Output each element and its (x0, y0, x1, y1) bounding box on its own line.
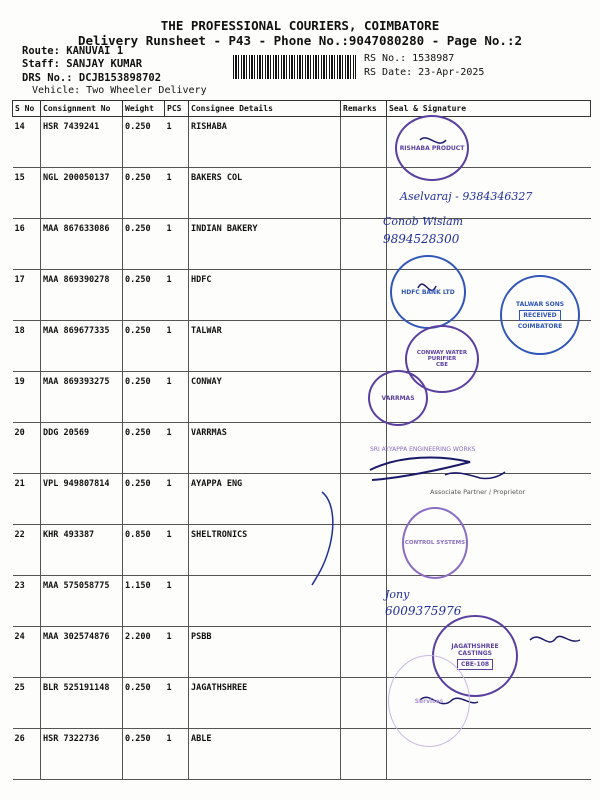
row-consignment: MAA 867633086 (41, 219, 123, 270)
row-consignee: INDIAN BAKERY (189, 219, 341, 270)
ayappa-stamp-text: SRI AYYAPPA ENGINEERING WORKS (370, 446, 476, 453)
hdfc-stamp (390, 255, 466, 329)
row-weight: 0.250 (123, 474, 165, 525)
rishaba-stamp (395, 115, 469, 181)
row-sno: 22 (13, 525, 41, 576)
row-consignment: MAA 869393275 (41, 372, 123, 423)
col-sno: S No (13, 101, 41, 117)
row-consignment: MAA 869677335 (41, 321, 123, 372)
row-consignment: KHR 493387 (41, 525, 123, 576)
row-weight: 1.150 (123, 576, 165, 627)
row-consignee: PSBB (189, 627, 341, 678)
row-consignment: MAA 575058775 (41, 576, 123, 627)
row-consignee: AYAPPA ENG (189, 474, 341, 525)
row-consignee: VARRMAS (189, 423, 341, 474)
row-consignment: HSR 7439241 (41, 117, 123, 168)
row-pcs: 1 (165, 168, 189, 219)
handwriting-row16b: 9894528300 (383, 232, 460, 246)
row-weight: 0.250 (123, 321, 165, 372)
conway-cbe-text: CBE (436, 362, 448, 368)
row-weight: 0.850 (123, 525, 165, 576)
row-weight: 0.250 (123, 117, 165, 168)
rs-no-label: RS No.: 1538987 (364, 53, 455, 64)
row-pcs: 1 (165, 372, 189, 423)
staff-label: Staff: SANJAY KUMAR (22, 58, 143, 70)
row-consignee: JAGATHSHREE (189, 678, 341, 729)
col-signature: Seal & Signature (387, 101, 591, 117)
row-pcs: 1 (165, 474, 189, 525)
row-sno: 26 (13, 729, 41, 780)
row-sno: 18 (13, 321, 41, 372)
row-consignee: RISHABA (189, 117, 341, 168)
handwriting-row15: Aselvaraj - 9384346327 (400, 190, 533, 203)
route-label: Route: KANUVAI 1 (22, 45, 124, 57)
able-stamp-text: Services (414, 697, 444, 705)
row-pcs: 1 (165, 270, 189, 321)
row-consignment: VPL 949807814 (41, 474, 123, 525)
row-sno: 19 (13, 372, 41, 423)
rishaba-stamp-text: RISHABA PRODUCT (399, 144, 465, 152)
row-sno: 23 (13, 576, 41, 627)
handwriting-row24b: 6009375976 (385, 604, 462, 618)
row-weight: 0.250 (123, 423, 165, 474)
varrmas-stamp (368, 370, 428, 426)
row-pcs: 1 (165, 423, 189, 474)
drs-label: DRS No.: DCJB153898702 (22, 72, 162, 84)
row-consignee: CONWAY (189, 372, 341, 423)
runsheet-subtitle: Delivery Runsheet - P43 - Phone No.:9047080280 - Page No.:2 (77, 33, 522, 48)
row-pcs: 1 (165, 729, 189, 780)
row-pcs: 1 (165, 321, 189, 372)
row-consignment: DDG 20569 (41, 423, 123, 474)
jagathshree-cbe-text: CBE-108 (457, 659, 493, 670)
vehicle-label: Vehicle: Two Wheeler Delivery (32, 85, 207, 96)
row-weight: 0.250 (123, 168, 165, 219)
controls-stamp (402, 507, 468, 579)
handwriting-row16a: Conob Wislam (383, 215, 464, 228)
handwriting-row24a: Jony (385, 588, 410, 601)
row-consignee: HDFC (189, 270, 341, 321)
talwar-received-text: RECEIVED (519, 310, 560, 321)
row-consignee: TALWAR (189, 321, 341, 372)
col-remarks: Remarks (341, 101, 387, 117)
jagathshree-stamp-text: JAGATHSHREE CASTINGS (451, 642, 499, 657)
row-sno: 24 (13, 627, 41, 678)
col-consignee: Consignee Details (189, 101, 341, 117)
row-sno: 25 (13, 678, 41, 729)
row-weight: 0.250 (123, 678, 165, 729)
row-sno: 16 (13, 219, 41, 270)
hdfc-stamp-text: HDFC BANK LTD (401, 288, 455, 296)
conway-stamp-text: CONWAY WATER PURIFIER (416, 350, 468, 362)
row-consignment: MAA 869390278 (41, 270, 123, 321)
row-pcs: 1 (165, 525, 189, 576)
col-weight: Weight (123, 101, 165, 117)
row-sno: 17 (13, 270, 41, 321)
sheltronics-stamp-text: Associate Partner / Proprietor (430, 488, 526, 496)
row-pcs: 1 (165, 117, 189, 168)
row-consignee: BAKERS COL (189, 168, 341, 219)
row-consignment: NGL 200050137 (41, 168, 123, 219)
varrmas-stamp-text: VARRMAS (381, 394, 415, 402)
row-sno: 20 (13, 423, 41, 474)
row-consignment: HSR 7322736 (41, 729, 123, 780)
row-pcs: 1 (165, 219, 189, 270)
row-weight: 0.250 (123, 729, 165, 780)
talwar-city-text: COIMBATORE (517, 322, 563, 330)
row-weight: 0.250 (123, 372, 165, 423)
row-consignment: MAA 302574876 (41, 627, 123, 678)
row-weight: 0.250 (123, 219, 165, 270)
row-sno: 15 (13, 168, 41, 219)
col-consignment: Consignment No (41, 101, 123, 117)
row-weight: 0.250 (123, 270, 165, 321)
row-weight: 2.200 (123, 627, 165, 678)
runsheet-title: THE PROFESSIONAL COURIERS, COIMBATORE (160, 18, 440, 33)
talwar-stamp (500, 275, 580, 355)
row-consignee: ABLE (189, 729, 341, 780)
talwar-stamp-text: TALWAR SONS (515, 300, 565, 308)
row-consignee: SHELTRONICS (189, 525, 341, 576)
row-sno: 21 (13, 474, 41, 525)
able-stamp (388, 655, 470, 747)
controls-stamp-text: CONTROL SYSTEMS (404, 540, 466, 546)
row-pcs: 1 (165, 627, 189, 678)
rs-date-label: RS Date: 23-Apr-2025 (364, 67, 485, 78)
row-sno: 14 (13, 117, 41, 168)
row-pcs: 1 (165, 576, 189, 627)
row-pcs: 1 (165, 678, 189, 729)
col-pcs: PCS (165, 101, 189, 117)
row-consignment: BLR 525191148 (41, 678, 123, 729)
